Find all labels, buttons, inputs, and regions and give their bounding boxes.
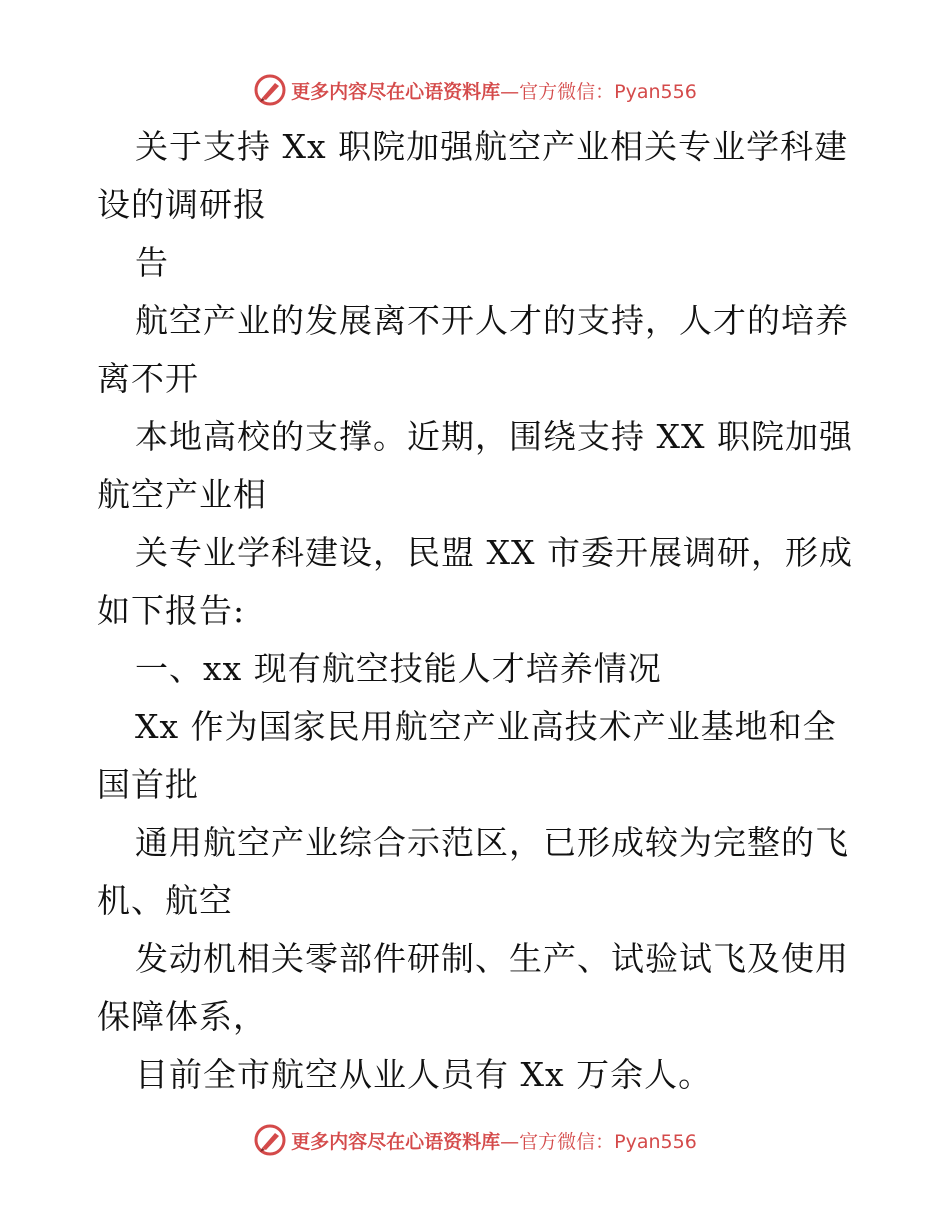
watermark-main: 更多内容尽在心语资料库 [291,80,501,103]
text-line: 发动机相关零部件研制、生产、试验试飞及使用 [135,939,849,978]
text-line: Xx 作为国家民用航空产业高技术产业基地和全 [135,707,837,746]
pen-logo-icon [253,1123,287,1157]
text-line: 告 [135,243,169,282]
document-body [97,118,857,1104]
text-line: 机、航空 [97,881,233,920]
pen-logo-icon [253,73,287,107]
watermark-wechat: 官方微信：Pyan556 [519,1130,697,1153]
header-watermark [0,70,950,110]
text-line: 如下报告: [97,591,246,630]
text-line: 本地高校的支撑。近期，围绕支持 XX 职院加强 [135,417,853,456]
text-line: 国首批 [97,765,199,804]
watermark-text [291,77,697,104]
section-heading: 一、xx 现有航空技能人才培养情况 [135,649,662,688]
text-line: 设的调研报 [97,185,267,224]
watermark-separator: — [500,80,520,103]
watermark-separator: — [500,1130,520,1153]
text-line: 保障体系， [97,997,267,1036]
watermark-wechat: 官方微信：Pyan556 [519,80,697,103]
watermark-main: 更多内容尽在心语资料库 [291,1130,501,1153]
text-line: 航空产业相 [97,475,267,514]
text-line: 航空产业的发展离不开人才的支持，人才的培养 [135,301,849,340]
text-line: 关于支持 Xx 职院加强航空产业相关专业学科建 [135,127,849,166]
footer-watermark [0,1120,950,1160]
text-line: 目前全市航空从业人员有 Xx 万余人。 [135,1055,713,1094]
text-line: 关专业学科建设，民盟 XX 市委开展调研，形成 [135,533,853,572]
text-line: 通用航空产业综合示范区，已形成较为完整的飞 [135,823,849,862]
watermark-text [291,1127,697,1154]
text-line: 离不开 [97,359,199,398]
